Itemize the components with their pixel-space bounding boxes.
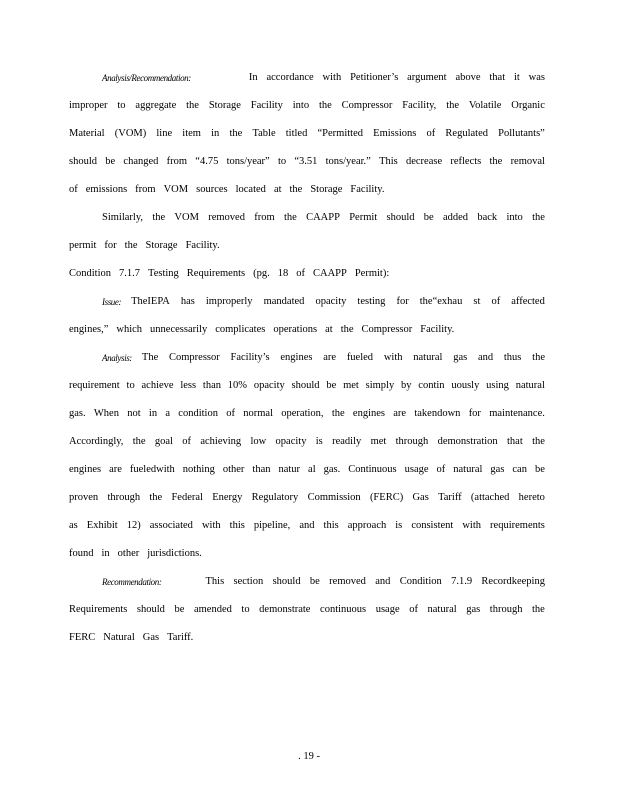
word: goal <box>154 436 173 447</box>
word: Energy <box>212 492 243 503</box>
word: tons/year” <box>226 156 270 167</box>
word: through <box>395 436 429 447</box>
word: Condition <box>399 576 442 587</box>
word: emissions <box>85 184 128 195</box>
word: Storage <box>310 184 343 195</box>
word: achieving <box>200 436 242 447</box>
word: (attached <box>470 492 510 503</box>
word: natural <box>413 352 443 363</box>
word: improper <box>69 100 108 111</box>
word: operations <box>273 324 318 335</box>
word: Regulatory <box>251 492 299 503</box>
paragraph-line <box>69 407 545 421</box>
paragraph-line <box>69 155 545 169</box>
word: the <box>132 436 146 447</box>
word: pipeline, <box>253 520 291 531</box>
word: Table <box>252 128 276 139</box>
word: it <box>513 72 520 83</box>
word: usage <box>404 464 429 475</box>
word: the <box>532 212 545 223</box>
paragraph-line <box>69 323 545 337</box>
word: gas. <box>323 464 341 475</box>
word: be <box>174 604 185 615</box>
word: to <box>241 604 250 615</box>
word: st <box>473 296 481 307</box>
word: Condition <box>69 268 112 279</box>
word: 18 <box>277 268 289 279</box>
word: complicates <box>215 324 266 335</box>
word: should <box>291 380 320 391</box>
paragraph-text <box>142 351 545 365</box>
word: with <box>383 352 403 363</box>
word: that <box>507 436 523 447</box>
word: gas <box>453 352 468 363</box>
paragraph-text <box>205 575 545 589</box>
word: Organic <box>511 100 545 111</box>
word: Facility <box>250 100 283 111</box>
word: Tariff. <box>167 632 194 643</box>
word: can <box>512 464 527 475</box>
word: should <box>272 576 301 587</box>
word: was <box>528 72 545 83</box>
paragraph-line <box>69 435 545 449</box>
word: argument <box>407 72 447 83</box>
word: Permit): <box>354 268 390 279</box>
word: the <box>532 436 545 447</box>
paragraph-line <box>69 603 545 617</box>
word: sources <box>196 184 228 195</box>
word: takendown <box>414 408 461 419</box>
word: Gas <box>412 492 429 503</box>
word: improperly <box>205 296 253 307</box>
word: of <box>409 604 418 615</box>
word: into <box>506 212 523 223</box>
word: for <box>468 408 481 419</box>
word: consistent <box>411 520 454 531</box>
word: natural <box>453 464 483 475</box>
word: to <box>277 156 287 167</box>
word: gas. <box>69 408 86 419</box>
word: gas <box>466 604 481 615</box>
word: using <box>486 380 509 391</box>
word: Storage <box>145 240 178 251</box>
word: into <box>292 100 310 111</box>
word: with <box>462 520 482 531</box>
word: Emissions <box>373 128 417 139</box>
word: the <box>318 100 332 111</box>
word: of <box>491 296 501 307</box>
word: of <box>182 436 192 447</box>
word: Compressor <box>341 100 393 111</box>
word: This <box>205 576 225 587</box>
word: 7.1.9 <box>451 576 473 587</box>
word: (VOM) <box>114 128 147 139</box>
word: When <box>93 408 119 419</box>
word: for <box>396 296 409 307</box>
word: This <box>379 156 398 167</box>
word: the <box>532 604 545 615</box>
word: Facility. <box>350 184 385 195</box>
word: the“exhau <box>419 296 463 307</box>
word: the <box>124 240 138 251</box>
word: Facility, <box>402 100 437 111</box>
word: Material <box>69 128 105 139</box>
word: other <box>222 464 245 475</box>
word: hereto <box>518 492 545 503</box>
word: which <box>116 324 143 335</box>
word: this <box>229 520 245 531</box>
word: normal <box>243 408 273 419</box>
word: back <box>477 212 498 223</box>
analysis-recommendation-line <box>102 71 545 85</box>
paragraph-line <box>69 99 545 113</box>
word: demonstration <box>437 436 498 447</box>
word: fueled <box>346 352 374 363</box>
word: Similarly, <box>102 212 144 223</box>
word: from <box>166 156 188 167</box>
word: with <box>322 72 342 83</box>
word: the <box>331 408 345 419</box>
word: CAAPP <box>306 212 340 223</box>
word: (FERC) <box>369 492 404 503</box>
recommendation-line <box>102 575 545 589</box>
word: affected <box>511 296 545 307</box>
word: demonstrate <box>259 604 311 615</box>
word: reflects <box>450 156 482 167</box>
paragraph-text <box>249 71 545 85</box>
paragraph-line <box>69 379 545 393</box>
word: usage <box>375 604 400 615</box>
word: Petitioner’s <box>350 72 399 83</box>
word: in <box>148 408 158 419</box>
word: Requirements <box>69 604 128 615</box>
word: through <box>107 492 141 503</box>
word: as <box>69 520 78 531</box>
word: be <box>534 464 545 475</box>
word: Federal <box>171 492 203 503</box>
word: should <box>136 604 165 615</box>
word: natural <box>515 380 545 391</box>
word: approach <box>347 520 387 531</box>
word: permit <box>69 240 97 251</box>
word: Regulated <box>445 128 488 139</box>
word: Accordingly, <box>69 436 124 447</box>
word: be <box>326 380 337 391</box>
word: to <box>126 380 135 391</box>
word: in <box>211 128 220 139</box>
word: (pg. <box>253 268 270 279</box>
word: The <box>141 352 159 363</box>
word: engines <box>352 408 385 419</box>
word: the <box>340 324 354 335</box>
word: should <box>386 212 415 223</box>
word: contin <box>418 380 445 391</box>
word: in <box>101 548 110 559</box>
paragraph-line <box>69 463 545 477</box>
word: found <box>69 548 94 559</box>
word: changed <box>123 156 159 167</box>
word: line <box>156 128 173 139</box>
word: 7.1.7 <box>119 268 141 279</box>
word: has <box>180 296 195 307</box>
word: requirements <box>490 520 545 531</box>
issue-heading: Issue: <box>102 297 122 307</box>
word: removal <box>510 156 545 167</box>
word: natur <box>278 464 301 475</box>
word: “3.51 <box>294 156 318 167</box>
paragraph-line <box>69 183 545 197</box>
word: opacity <box>253 380 285 391</box>
word: Facility. <box>420 324 455 335</box>
word: low <box>250 436 267 447</box>
word: is <box>395 520 403 531</box>
analysis-recommendation-heading: Analysis/Recommendation: <box>102 73 191 83</box>
word: fueledwith <box>129 464 175 475</box>
word: VOM <box>163 184 189 195</box>
word: Continuous <box>348 464 397 475</box>
page-number: . 19 - <box>298 751 320 762</box>
word: operation, <box>281 408 324 419</box>
word: simply <box>365 380 395 391</box>
word: VOM <box>174 212 199 223</box>
word: Pollutants” <box>498 128 545 139</box>
word: Testing <box>148 268 179 279</box>
condition-heading <box>69 267 545 281</box>
word: that <box>489 72 506 83</box>
word: Recordkeeping <box>481 576 545 587</box>
word: Gas <box>142 632 160 643</box>
analysis-line <box>102 351 545 365</box>
word: jurisdictions. <box>147 548 202 559</box>
word: at <box>325 324 333 335</box>
word: nothing <box>182 464 215 475</box>
word: gas <box>490 464 505 475</box>
word: not <box>127 408 141 419</box>
word: Facility. <box>185 240 220 251</box>
word: “Permitted <box>317 128 364 139</box>
word: Permit <box>349 212 378 223</box>
word: natural <box>427 604 457 615</box>
word: tons/year.” <box>325 156 371 167</box>
word: the <box>489 156 503 167</box>
word: are <box>323 352 337 363</box>
word: Compressor <box>169 352 220 363</box>
word: by <box>401 380 412 391</box>
word: proven <box>69 492 99 503</box>
word: Exhibit <box>86 520 118 531</box>
word: FERC <box>69 632 96 643</box>
word: continuous <box>320 604 367 615</box>
word: uously <box>451 380 480 391</box>
word: the <box>283 212 297 223</box>
word: from <box>135 184 156 195</box>
word: associated <box>149 520 193 531</box>
word: of <box>296 268 305 279</box>
word: thus <box>503 352 522 363</box>
word: 12) <box>126 520 141 531</box>
word: the <box>289 184 303 195</box>
word: with <box>201 520 221 531</box>
word: CAAPP <box>312 268 347 279</box>
word: engines,” <box>69 324 109 335</box>
word: located <box>235 184 266 195</box>
paragraph-line <box>69 519 545 533</box>
word: readily <box>332 436 362 447</box>
word: mandated <box>263 296 305 307</box>
word: 10% <box>227 380 248 391</box>
word: at <box>273 184 282 195</box>
word: Natural <box>103 632 135 643</box>
word: condition <box>178 408 218 419</box>
word: section <box>233 576 264 587</box>
word: TheIEPA <box>131 296 170 307</box>
word: added <box>442 212 469 223</box>
word: “4.75 <box>195 156 219 167</box>
word: met <box>370 436 387 447</box>
word: engines <box>280 352 313 363</box>
issue-line <box>102 295 545 309</box>
word: a <box>165 408 171 419</box>
word: Volatile <box>468 100 502 111</box>
word: Requirements <box>186 268 246 279</box>
word: testing <box>357 296 386 307</box>
word: above <box>455 72 481 83</box>
word: the <box>152 212 166 223</box>
word: be <box>105 156 116 167</box>
paragraph-line <box>69 631 545 645</box>
word: the <box>186 100 199 111</box>
word: achieve <box>141 380 174 391</box>
word: less <box>180 380 197 391</box>
word: and <box>299 520 315 531</box>
word: are <box>109 464 122 475</box>
word: of <box>226 408 235 419</box>
word: titled <box>285 128 308 139</box>
word: accordance <box>266 72 314 83</box>
word: be <box>309 576 320 587</box>
word: decrease <box>405 156 443 167</box>
paragraph-text <box>131 295 545 309</box>
word: the <box>446 100 460 111</box>
word: Tariff <box>438 492 462 503</box>
paragraph-line <box>69 491 545 505</box>
word: from <box>254 212 275 223</box>
word: removed <box>329 576 366 587</box>
word: the <box>149 492 163 503</box>
word: In <box>248 72 258 83</box>
word: requirement <box>69 380 120 391</box>
word: should <box>69 156 98 167</box>
word: maintenance. <box>489 408 545 419</box>
word: Compressor <box>361 324 413 335</box>
word: are <box>393 408 407 419</box>
word: unnecessarily <box>150 324 208 335</box>
word: item <box>182 128 201 139</box>
word: be <box>423 212 434 223</box>
word: than <box>252 464 271 475</box>
word: than <box>202 380 221 391</box>
word: is <box>315 436 323 447</box>
word: opacity <box>275 436 307 447</box>
paragraph-line <box>102 211 545 225</box>
word: of <box>69 184 78 195</box>
word: opacity <box>315 296 347 307</box>
word: of <box>436 464 446 475</box>
word: of <box>426 128 436 139</box>
word: amended <box>193 604 232 615</box>
paragraph-line <box>69 239 545 253</box>
recommendation-heading: Recommendation: <box>102 577 162 587</box>
word: Facility’s <box>230 352 270 363</box>
word: removed <box>208 212 245 223</box>
word: this <box>323 520 339 531</box>
word: Storage <box>208 100 241 111</box>
word: the <box>229 128 243 139</box>
word: other <box>117 548 140 559</box>
word: for <box>104 240 117 251</box>
word: al <box>308 464 316 475</box>
word: and <box>477 352 494 363</box>
analysis-heading: Analysis: <box>102 353 132 363</box>
word: Commission <box>307 492 361 503</box>
word: aggregate <box>135 100 177 111</box>
word: and <box>375 576 391 587</box>
word: the <box>532 352 545 363</box>
word: through <box>489 604 523 615</box>
paragraph-line <box>69 547 545 561</box>
word: met <box>343 380 359 391</box>
word: to <box>117 100 126 111</box>
word: engines <box>69 464 102 475</box>
paragraph-line <box>69 127 545 141</box>
